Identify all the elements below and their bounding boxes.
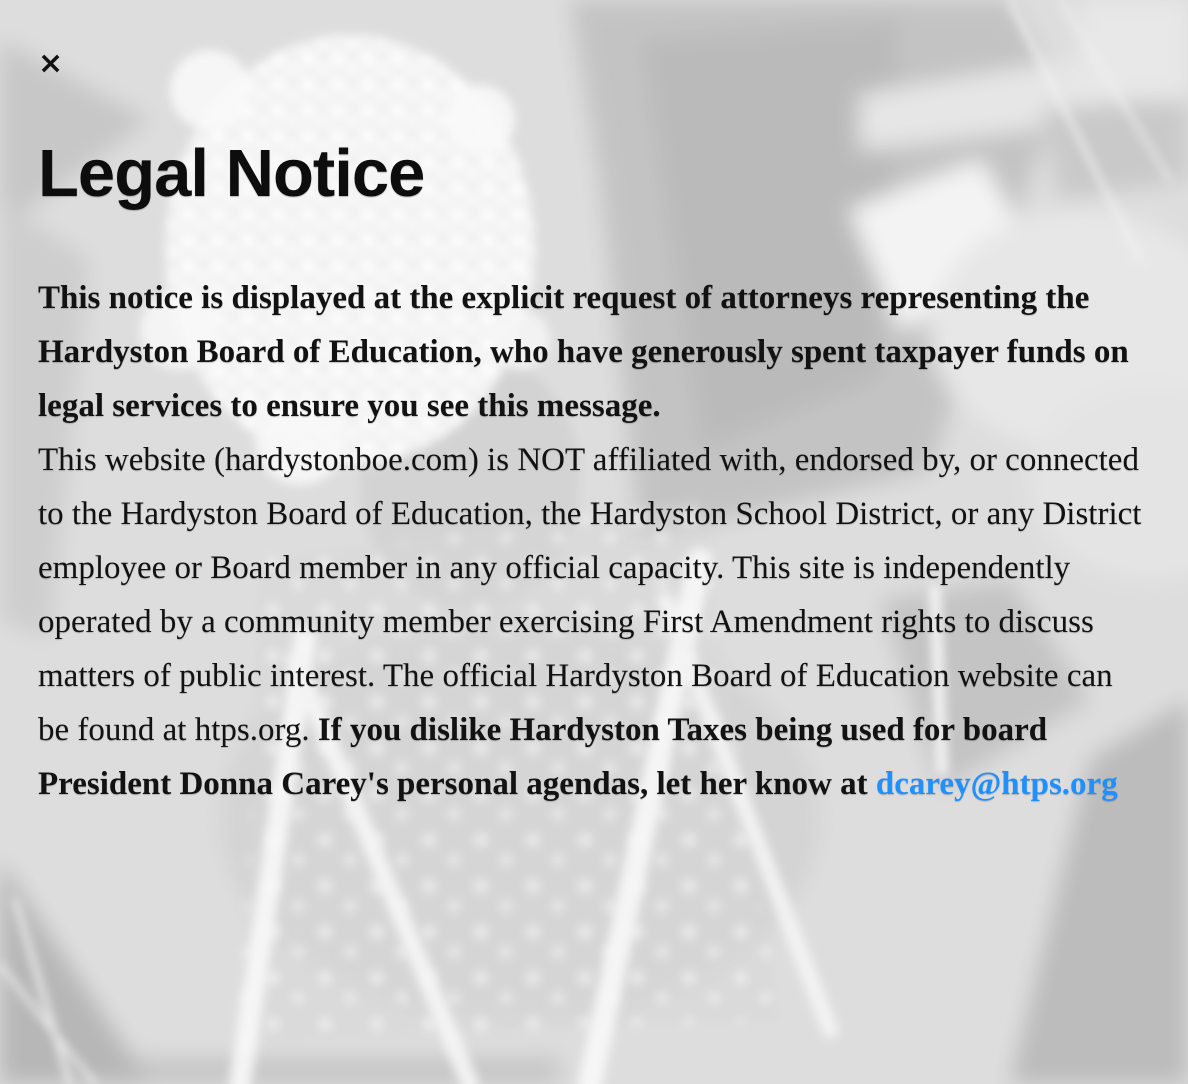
legal-notice-text	[38, 271, 1152, 811]
notice-bold-segment: This notice is displayed at the explicit request of attorneys representing the Hardyston Board of Education, who have generously spent taxpayer funds on legal services to ensure you see this message.	[38, 280, 1129, 424]
notice-bold-segment: If you dislike Hardyston Taxes being used for board President Donna Carey's personal agendas, let her know at	[38, 712, 1048, 802]
page-title: Legal Notice	[38, 136, 425, 211]
notice-regular-segment: This website (hardystonboe.com) is NOT affiliated with, endorsed by, or connected to the Hardyston Board of Education, the Hardyston School District, or any District employee or Board member in any official capacity. This site is independently operated by a community member exercising First Amendment rights to discuss matters of public interest. The official Hardyston Board of Education website can be found at htps.org.	[38, 442, 1142, 748]
close-icon[interactable]: ×	[38, 46, 64, 81]
email-link[interactable]: dcarey@htps.org	[875, 766, 1118, 802]
